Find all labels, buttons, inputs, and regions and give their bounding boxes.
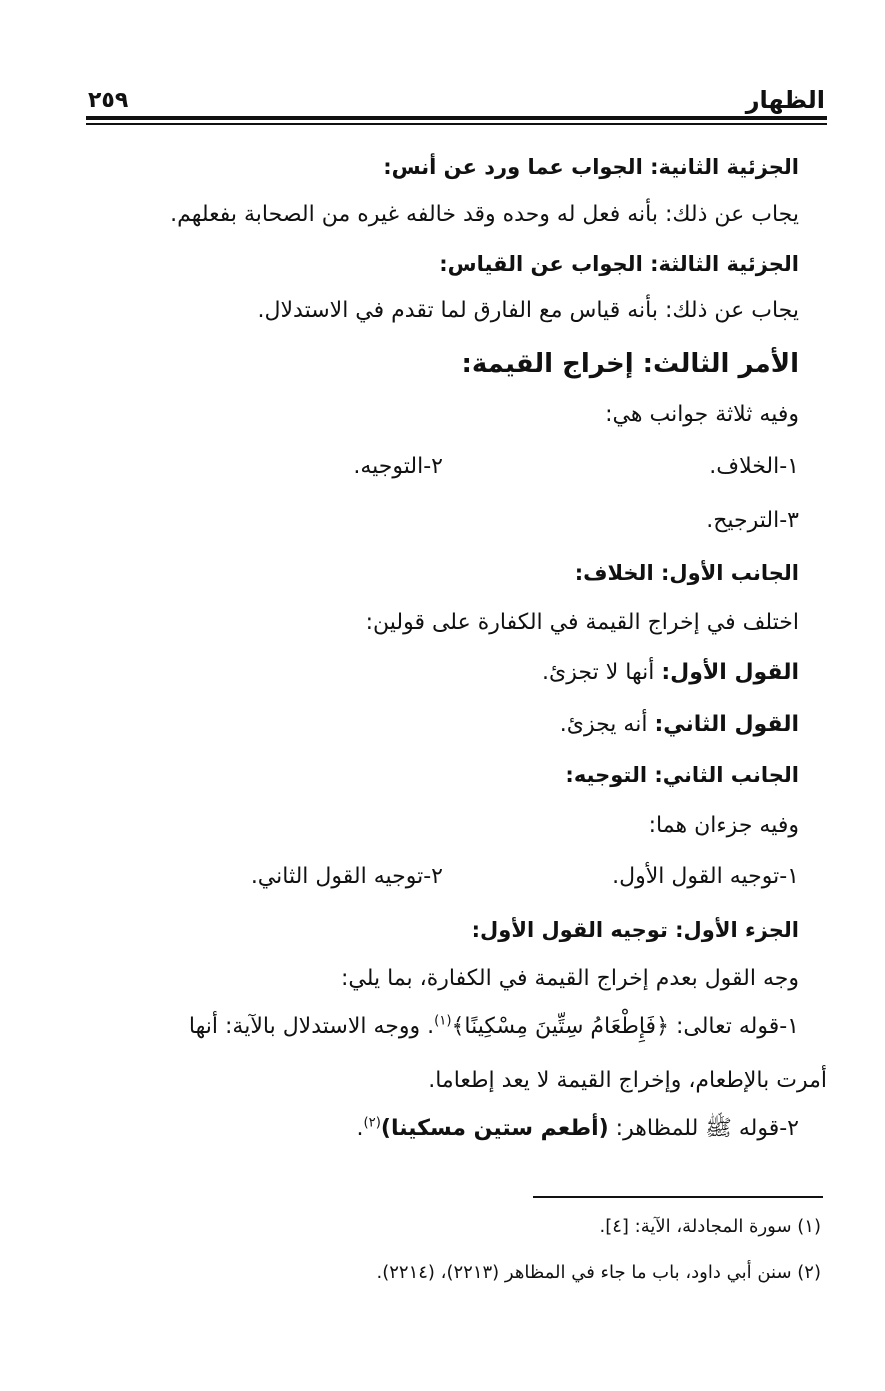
paragraph-justification: وجه القول بعدم إخراج القيمة في الكفارة، بما يلي: [340, 966, 799, 991]
header-rule-thin [86, 123, 827, 125]
heading-third-matter: الأمر الثالث: إخراج القيمة: [461, 349, 799, 379]
opinion-two [560, 714, 799, 736]
paragraph-part-two: يجاب عن ذلك: بأنه فعل له وحده وقد خالفه غيره من الصحابة بفعلهم. [170, 202, 799, 227]
list-item-part-2: ٢-توجيه القول الثاني. [250, 864, 443, 889]
list-item-aspect-2: ٢-التوجيه. [353, 454, 443, 479]
evidence-1-continuation: أمرت بالإطعام، وإخراج القيمة لا يعد إطعاما. [428, 1068, 827, 1093]
evidence-2-end: . [356, 1116, 364, 1141]
footnote-2: (٢) سنن أبي داود، باب ما جاء في المظاهر (٢٢١٣)، (٢٢١٤). [376, 1262, 821, 1283]
list-item-aspect-1: ١-الخلاف. [709, 454, 799, 479]
header-rule-thick [86, 116, 827, 120]
list-item-evidence-2 [356, 1115, 799, 1141]
opinion-two-text: أنه يجزئ. [559, 712, 648, 737]
evidence-1-text: ١-قوله تعالى: ﴿فَإِطْعَامُ سِتِّينَ مِسْكِينًا﴾ [451, 1014, 799, 1039]
opinion-two-label: القول الثاني: [654, 712, 799, 737]
opinion-one-text: أنها لا تجزئ. [542, 660, 655, 685]
footnote-ref-1: (١) [434, 1013, 452, 1029]
paragraph-part-three: يجاب عن ذلك: بأنه قياس مع الفارق لما تقدم في الاستدلال. [257, 298, 799, 323]
heading-part-three: الجزئية الثالثة: الجواب عن القياس: [439, 252, 799, 276]
paragraph-disagreement: اختلف في إخراج القيمة في الكفارة على قولين: [365, 610, 799, 635]
evidence-2-text: ٢-قوله ﷺ للمظاهر: [615, 1116, 799, 1141]
hadith-quote: (أطعم ستين مسكينا) [380, 1116, 609, 1141]
heading-part-one-justification: الجزء الأول: توجيه القول الأول: [471, 918, 799, 942]
heading-aspect-one: الجانب الأول: الخلاف: [574, 561, 799, 585]
list-item-part-1: ١-توجيه القول الأول. [612, 864, 799, 889]
footnote-1: (١) سورة المجادلة، الآية: [٤]. [599, 1216, 821, 1237]
paragraph-three-aspects: وفيه ثلاثة جوانب هي: [605, 402, 799, 427]
page-number: ٢٥٩ [88, 88, 129, 113]
evidence-1-reasoning: . ووجه الاستدلال بالآية: أنها [188, 1014, 435, 1039]
footnote-separator [533, 1196, 823, 1198]
running-header-title: الظهار [745, 86, 825, 114]
heading-part-two: الجزئية الثانية: الجواب عما ورد عن أنس: [383, 155, 799, 179]
opinion-one-label: القول الأول: [661, 660, 799, 685]
list-item-evidence-1 [188, 1013, 799, 1039]
heading-aspect-two: الجانب الثاني: التوجيه: [565, 763, 799, 787]
opinion-one [542, 662, 799, 684]
footnote-ref-2: (٢) [363, 1115, 381, 1131]
paragraph-two-parts: وفيه جزءان هما: [648, 813, 799, 838]
list-item-aspect-3: ٣-الترجيح. [706, 508, 799, 533]
